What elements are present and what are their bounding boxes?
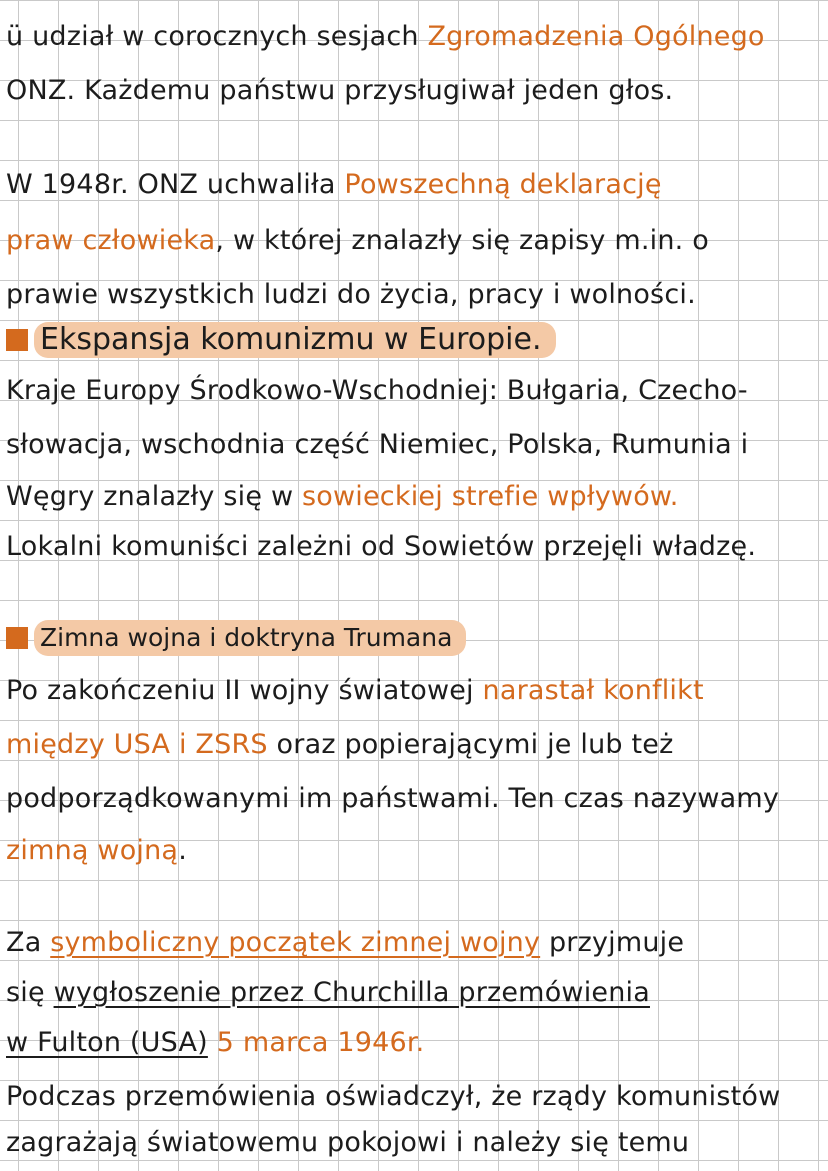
text-plain: się	[6, 977, 54, 1008]
text-plain: Za	[6, 927, 51, 958]
text-line: słowacja, wschodnia część Niemiec, Polska, Rumunia i	[6, 429, 749, 460]
text-highlight: Zgromadzenia Ogólnego	[427, 21, 765, 52]
text-highlight: Powszechną deklarację	[344, 169, 662, 200]
heading-text: Ekspansja komunizmu w Europie.	[34, 322, 556, 358]
text-line: zagrażają światowemu pokojowi i należy się temu	[6, 1127, 690, 1158]
text-highlight: narastał konflikt	[482, 675, 704, 706]
text-line: ONZ. Każdemu państwu przysługiwał jeden głos.	[6, 75, 674, 106]
text-line: Podczas przemówienia oświadczył, że rządy komunistów	[6, 1081, 781, 1112]
text-highlight: zimną wojną	[6, 835, 179, 866]
text-line	[6, 974, 650, 1012]
text-line: prawie wszystkich ludzi do życia, pracy i wolności.	[6, 279, 696, 310]
text-highlight: sowieckiej strefie wpływów.	[302, 481, 679, 512]
text-line: podporządkowanymi im państwami. Ten czas nazywamy	[6, 783, 780, 814]
heading-bullet	[6, 329, 28, 351]
section-heading-zimna-wojna	[6, 620, 466, 656]
text-plain: Węgry znalazły się w	[6, 481, 303, 512]
text-highlight: 5 marca 1946r.	[207, 1027, 425, 1058]
text-highlight: symboliczny początek zimnej wojny	[50, 927, 541, 958]
text-line	[6, 18, 765, 56]
text-line	[6, 478, 679, 516]
text-line	[6, 166, 662, 204]
heading-text: Zimna wojna i doktryna Trumana	[34, 620, 466, 656]
text-line: Kraje Europy Środkowo-Wschodniej: Bułgaria, Czecho-	[6, 375, 748, 406]
text-line	[6, 832, 187, 870]
text-line	[6, 1024, 424, 1062]
text-plain: przyjmuje	[540, 927, 685, 958]
text-line	[6, 672, 704, 710]
section-heading-ekspansja	[6, 322, 556, 358]
text-plain: oraz popierającymi je lub też	[267, 729, 674, 760]
text-plain: , w której znalazły się zapisy m.in. o	[215, 225, 709, 256]
text-underlined: w Fulton (USA)	[6, 1027, 208, 1058]
text-line	[6, 924, 684, 962]
text-plain: Po zakończeniu II wojny światowej	[6, 675, 483, 706]
text-line: Lokalni komuniści zależni od Sowietów przejęli władzę.	[6, 531, 757, 562]
heading-bullet	[6, 627, 28, 649]
text-line	[6, 222, 709, 260]
text-highlight: między USA i ZSRS	[6, 729, 268, 760]
text-plain: .	[178, 835, 187, 866]
text-plain: ü udział w corocznych sesjach	[6, 21, 428, 52]
text-highlight: praw człowieka	[6, 225, 216, 256]
text-line	[6, 726, 673, 764]
text-plain: W 1948r. ONZ uchwaliła	[6, 169, 345, 200]
text-underlined: wygłoszenie przez Churchilla przemówienia	[53, 977, 650, 1008]
